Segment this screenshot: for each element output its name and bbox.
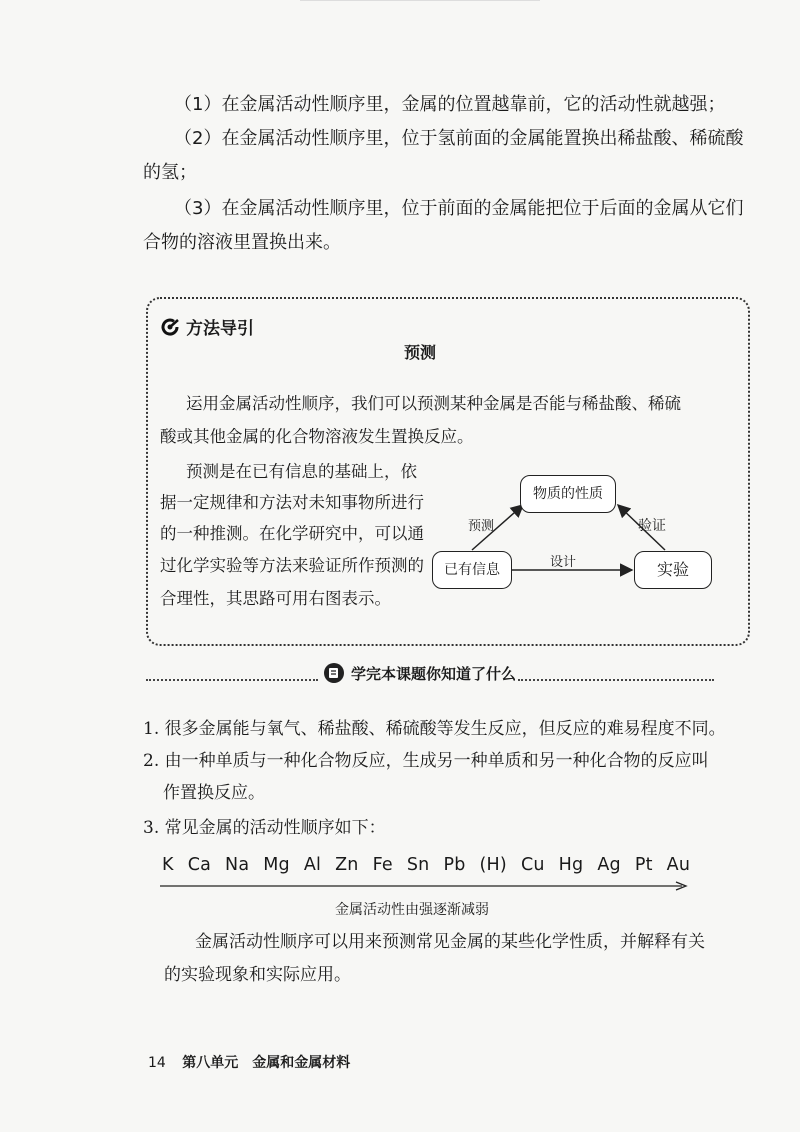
- series-metal: Sn: [406, 855, 430, 875]
- series-metal: Ca: [187, 855, 212, 875]
- summary-item-1: 1. 很多金属能与氧气、稀盐酸、稀硫酸等发生反应，但反应的难易程度不同。: [143, 719, 726, 739]
- method-paragraph-2-line-4: 过化学实验等方法来验证所作预测的: [160, 556, 424, 575]
- summary-divider-left: [146, 679, 318, 681]
- node-substance-properties: 物质的性质: [520, 475, 616, 513]
- prediction-diagram: [420, 465, 720, 605]
- unit-title: 第八单元 金属和金属材料: [182, 1055, 351, 1071]
- method-paragraph-1-line-2: 酸或其他金属的化合物溶液发生置换反应。: [160, 427, 474, 446]
- page-footer: [148, 1052, 350, 1072]
- label-design: 设计: [550, 555, 577, 570]
- summary-item-2-line-1: 2. 由一种单质与一种化合物反应，生成另一种单质和另一种化合物的反应叫: [143, 751, 709, 771]
- top-edge-line: [300, 0, 540, 1]
- summary-item-3: 3. 常见金属的活动性顺序如下：: [143, 818, 386, 838]
- metal-activity-series: [162, 855, 704, 875]
- rule-2-line-2: 的氢；: [143, 162, 197, 183]
- series-metal: K: [162, 855, 174, 875]
- series-metal: Al: [303, 855, 322, 875]
- label-predict: 预测: [468, 519, 495, 534]
- series-metal: Ag: [597, 855, 621, 875]
- series-metal: Pb: [443, 855, 466, 875]
- summary-title: 学完本课题你知道了什么: [351, 664, 517, 683]
- method-title: 预测: [403, 343, 436, 362]
- activity-direction-arrow: [160, 880, 690, 892]
- summary-divider-right: [518, 679, 714, 681]
- method-paragraph-2-line-3: 的一种推测。在化学研究中，可以通: [160, 524, 424, 543]
- summary-header: [323, 662, 516, 684]
- summary-item-2-line-2: 作置换反应。: [163, 783, 265, 803]
- closing-line-1: 金属活动性顺序可以用来预测常见金属的某些化学性质，并解释有关: [195, 932, 705, 952]
- rule-3-line-2: 合物的溶液里置换出来。: [143, 232, 341, 253]
- method-paragraph-1-line-1: 运用金属活动性顺序，我们可以预测某种金属是否能与稀盐酸、稀硫: [186, 394, 681, 413]
- series-metal: Na: [225, 855, 250, 875]
- method-guide-label: 方法导引: [186, 319, 254, 339]
- rule-3-line-1: （3）在金属活动性顺序里，位于前面的金属能把位于后面的金属从它们: [174, 198, 744, 219]
- activity-series-caption: 金属活动性由强逐渐减弱: [335, 902, 489, 918]
- summary-icon: [323, 662, 345, 684]
- node-existing-information: 已有信息: [432, 551, 512, 589]
- label-verify: 验证: [638, 518, 666, 534]
- page-number: 14: [148, 1055, 166, 1071]
- method-paragraph-2-line-2: 据一定规律和方法对未知事物所进行: [160, 493, 424, 512]
- series-metal: (H): [479, 855, 507, 875]
- series-metal: Hg: [558, 855, 584, 875]
- method-guide-header: [158, 314, 254, 339]
- series-metal: Cu: [520, 855, 545, 875]
- series-metal: Pt: [634, 855, 653, 875]
- closing-line-2: 的实验现象和实际应用。: [164, 965, 351, 985]
- method-paragraph-2-line-1: 预测是在已有信息的基础上，依: [186, 462, 417, 481]
- rule-2-line-1: （2）在金属活动性顺序里，位于氢前面的金属能置换出稀盐酸、稀硫酸: [174, 128, 744, 149]
- method-guide-icon: [158, 315, 182, 339]
- node-experiment: 实验: [634, 551, 712, 589]
- rule-1: （1）在金属活动性顺序里，金属的位置越靠前，它的活动性就越强；: [174, 94, 726, 115]
- series-metal: Au: [666, 855, 691, 875]
- series-metal: Fe: [372, 855, 393, 875]
- series-metal: Mg: [263, 855, 290, 875]
- series-metal: Zn: [335, 855, 359, 875]
- method-paragraph-2-line-5: 合理性，其思路可用右图表示。: [160, 589, 391, 608]
